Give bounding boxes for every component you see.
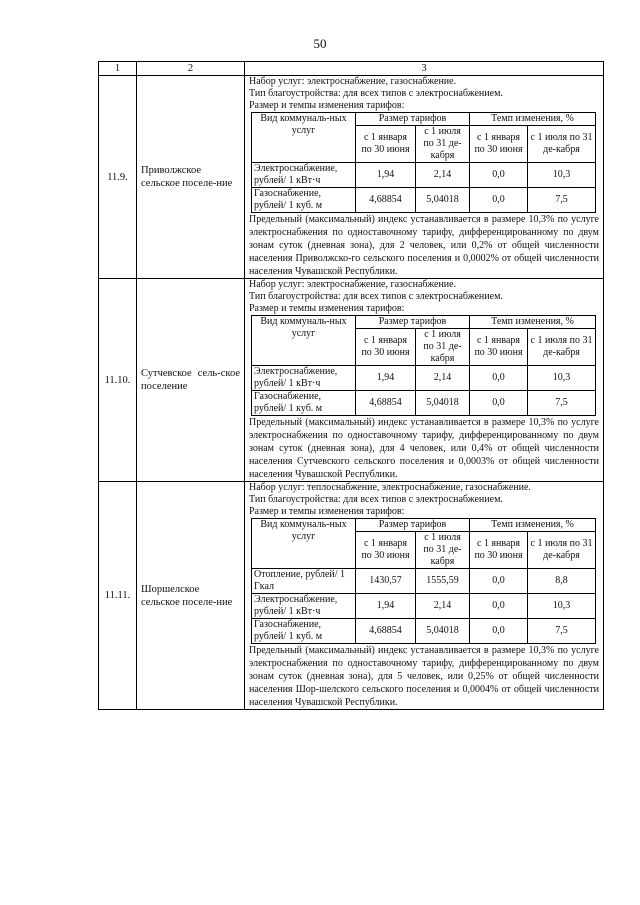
tariff-description — [245, 76, 604, 279]
subtable-header-row — [252, 316, 596, 329]
settlement-row — [99, 279, 604, 482]
rate-second-half: 10,3 — [528, 366, 596, 391]
header-col-1: 1 — [99, 62, 137, 76]
page-number: 50 — [313, 36, 327, 51]
header-col-3: 3 — [245, 62, 604, 76]
settlement-row — [99, 482, 604, 710]
tariff-subtable — [251, 112, 596, 213]
period-header: с 1 января по 30 июня — [356, 329, 416, 366]
tariff-first-half: 1,94 — [356, 594, 416, 619]
change-rate-header: Темп изменения, % — [470, 113, 596, 126]
rate-second-half: 7,5 — [528, 188, 596, 213]
rate-second-half: 10,3 — [528, 594, 596, 619]
service-row — [252, 594, 596, 619]
service-name: Газоснабжение, рублей/ 1 куб. м — [252, 188, 356, 213]
period-header: с 1 января по 30 июня — [356, 532, 416, 569]
tariff-second-half: 2,14 — [416, 594, 470, 619]
tariff-description — [245, 279, 604, 482]
row-number: 11.10. — [99, 279, 137, 482]
tariff-size-header: Размер тарифов — [356, 519, 470, 532]
service-row — [252, 188, 596, 213]
service-name: Электроснабжение, рублей/ 1 кВт·ч — [252, 594, 356, 619]
tariff-subtable — [251, 315, 596, 416]
period-header: с 1 января по 30 июня — [356, 126, 416, 163]
period-header: с 1 июля по 31 де-кабря — [416, 329, 470, 366]
tariff-subtable — [251, 518, 596, 644]
tariff-second-half: 5,04018 — [416, 188, 470, 213]
settlement-row — [99, 76, 604, 279]
tariff-description — [245, 482, 604, 710]
service-row — [252, 619, 596, 644]
subtable-header-row — [252, 113, 596, 126]
tariff-size-header: Размер тарифов — [356, 316, 470, 329]
settlement-name: Шоршелское сельское поселе-ние — [137, 482, 245, 710]
rate-first-half: 0,0 — [470, 366, 528, 391]
rate-first-half: 0,0 — [470, 619, 528, 644]
rate-first-half: 0,0 — [470, 594, 528, 619]
service-row — [252, 163, 596, 188]
tariff-first-half: 4,68854 — [356, 619, 416, 644]
improvement-type: Тип благоустройства: для всех типов с электроснабжением. — [249, 494, 503, 505]
period-header: с 1 июля по 31 де-кабря — [416, 532, 470, 569]
service-kind-header: Вид коммуналь-ных услуг — [252, 113, 356, 163]
tariff-first-half: 1,94 — [356, 163, 416, 188]
service-kind-header: Вид коммуналь-ных услуг — [252, 519, 356, 569]
period-header: с 1 января по 30 июня — [470, 126, 528, 163]
service-set: Набор услуг: теплоснабжение, электроснабжение, газоснабжение. — [249, 482, 531, 493]
period-header: с 1 января по 30 июня — [470, 329, 528, 366]
service-row — [252, 569, 596, 594]
tariff-first-half: 1,94 — [356, 366, 416, 391]
change-rate-header: Темп изменения, % — [470, 519, 596, 532]
settlement-name: Приволжское сельское поселе-ние — [137, 76, 245, 279]
row-number: 11.9. — [99, 76, 137, 279]
header-col-2: 2 — [137, 62, 245, 76]
improvement-type: Тип благоустройства: для всех типов с электроснабжением. — [249, 291, 503, 302]
rate-second-half: 7,5 — [528, 619, 596, 644]
limit-index-note: Предельный (максимальный) индекс устанавливается в размере 10,3% по услуге электроснабжения по одноставочному тарифу, дифференцированному по двум зонам суток (дневная зона), для 4 человек, или 0,4% от общей численности населения Сутчевского сельского поселения и 0,0003% от общей численности населения Чувашской Республики. — [249, 417, 599, 480]
period-header: с 1 июля по 31 де-кабря — [416, 126, 470, 163]
service-name: Электроснабжение, рублей/ 1 кВт·ч — [252, 366, 356, 391]
tariff-second-half: 5,04018 — [416, 619, 470, 644]
rate-first-half: 0,0 — [470, 163, 528, 188]
service-kind-header: Вид коммуналь-ных услуг — [252, 316, 356, 366]
tariff-second-half: 2,14 — [416, 366, 470, 391]
rate-second-half: 7,5 — [528, 391, 596, 416]
settlement-name: Сутчевское сель-ское поселение — [137, 279, 245, 482]
tariff-second-half: 5,04018 — [416, 391, 470, 416]
tariff-second-half: 1555,59 — [416, 569, 470, 594]
rate-first-half: 0,0 — [470, 569, 528, 594]
service-name: Газоснабжение, рублей/ 1 куб. м — [252, 619, 356, 644]
tariff-first-half: 4,68854 — [356, 188, 416, 213]
service-row — [252, 366, 596, 391]
header-row — [99, 62, 604, 76]
period-header: с 1 июля по 31 де-кабря — [528, 329, 596, 366]
rate-second-half: 8,8 — [528, 569, 596, 594]
tariff-first-half: 1430,57 — [356, 569, 416, 594]
tariff-table — [98, 61, 604, 710]
tariff-size-label: Размер и темпы изменения тарифов: — [249, 303, 405, 314]
rate-first-half: 0,0 — [470, 391, 528, 416]
service-row — [252, 391, 596, 416]
service-set: Набор услуг: электроснабжение, газоснабжение. — [249, 279, 457, 290]
service-name: Отопление, рублей/ 1 Гкал — [252, 569, 356, 594]
tariff-size-label: Размер и темпы изменения тарифов: — [249, 506, 405, 517]
period-header: с 1 января по 30 июня — [470, 532, 528, 569]
subtable-header-row — [252, 519, 596, 532]
rate-second-half: 10,3 — [528, 163, 596, 188]
tariff-size-header: Размер тарифов — [356, 113, 470, 126]
service-name: Электроснабжение, рублей/ 1 кВт·ч — [252, 163, 356, 188]
row-number: 11.11. — [99, 482, 137, 710]
service-set: Набор услуг: электроснабжение, газоснабжение. — [249, 76, 457, 87]
tariff-first-half: 4,68854 — [356, 391, 416, 416]
rate-first-half: 0,0 — [470, 188, 528, 213]
period-header: с 1 июля по 31 де-кабря — [528, 126, 596, 163]
tariff-size-label: Размер и темпы изменения тарифов: — [249, 100, 405, 111]
service-name: Газоснабжение, рублей/ 1 куб. м — [252, 391, 356, 416]
limit-index-note: Предельный (максимальный) индекс устанавливается в размере 10,3% по услуге электроснабжения по одноставочному тарифу, дифференцированному по двум зонам суток (дневная зона), для 5 человек, или 0,25% от общей численности населения Шор-шелского сельского поселения и 0,0004% от общей численности населения Чувашской Республики. — [249, 645, 599, 708]
tariff-second-half: 2,14 — [416, 163, 470, 188]
limit-index-note: Предельный (максимальный) индекс устанавливается в размере 10,3% по услуге электроснабжения по одноставочному тарифу, дифференцированному по двум зонам суток (дневная зона), для 2 человек, или 0,2% от общей численности населения Приволжско-го сельского поселения и 0,0002% от общей численности населения Чувашской Республики. — [249, 214, 599, 277]
period-header: с 1 июля по 31 де-кабря — [528, 532, 596, 569]
improvement-type: Тип благоустройства: для всех типов с электроснабжением. — [249, 88, 503, 99]
change-rate-header: Темп изменения, % — [470, 316, 596, 329]
